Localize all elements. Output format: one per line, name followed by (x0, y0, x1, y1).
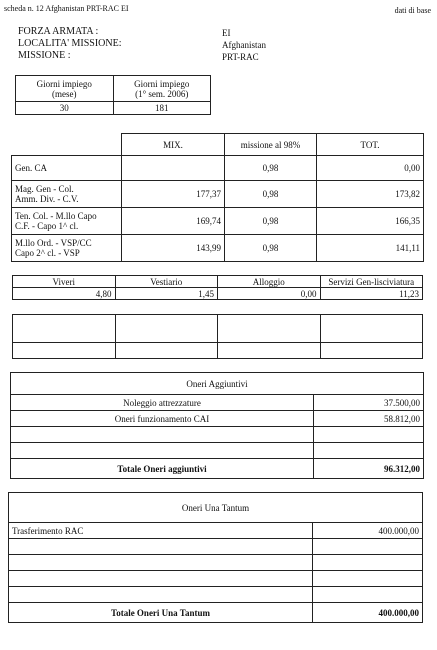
empty-cell (320, 343, 423, 359)
empty-grid (12, 314, 423, 359)
empty-cell (9, 555, 313, 571)
table-row (12, 208, 424, 235)
oneri-row-label: Oneri funzionamento CAI (11, 411, 314, 427)
empty-cell (11, 427, 314, 443)
empty-cell (9, 539, 313, 555)
oneri-total-label: Totale Oneri aggiuntivi (11, 459, 314, 479)
giorni-value-sem: 181 (113, 102, 211, 115)
servizi-value: 0,00 (218, 288, 321, 300)
tantum-title: Oneri Una Tantum (9, 493, 423, 523)
empty-cell (13, 343, 116, 359)
pay-row-tot: 141,11 (317, 235, 424, 262)
empty-cell (9, 571, 313, 587)
pay-row-tot: 173,82 (317, 181, 424, 208)
tantum-total-value: 400.000,00 (313, 603, 423, 623)
pay-row-label: Mag. Gen - Col. Amm. Div. - C.V. (12, 181, 122, 208)
empty-cell (313, 555, 423, 571)
oneri-title: Oneri Aggiuntivi (11, 373, 424, 395)
giorni-value-mese: 30 (16, 102, 114, 115)
sheet-header: scheda n. 12 Afghanistan PRT-RAC EI (4, 4, 129, 13)
table-row (9, 523, 423, 539)
empty-cell (313, 571, 423, 587)
pay-header-missione: missione al 98% (225, 134, 317, 156)
pay-row-pct: 0,98 (225, 208, 317, 235)
empty-cell (320, 315, 423, 343)
pay-header-mix: MIX. (122, 134, 225, 156)
giorni-table (15, 75, 211, 115)
oneri-row-value: 37.500,00 (314, 395, 424, 411)
servizi-table (12, 275, 423, 300)
value-missione: PRT-RAC (222, 52, 259, 62)
servizi-value: 1,45 (115, 288, 218, 300)
giorni-header-mese: Giorni impiego (mese) (16, 76, 114, 102)
empty-cell (313, 539, 423, 555)
pay-table (11, 133, 424, 262)
oneri-row-label: Noleggio attrezzature (11, 395, 314, 411)
info-values (222, 27, 266, 63)
pay-row-mix: 177,37 (122, 181, 225, 208)
pay-row-label: Ten. Col. - M.llo Capo C.F. - Capo 1^ cl. (12, 208, 122, 235)
tantum-table (8, 492, 423, 623)
pay-row-pct: 0,98 (225, 235, 317, 262)
tantum-row-value: 400.000,00 (313, 523, 423, 539)
empty-cell (13, 315, 116, 343)
value-forza-armata: EI (222, 28, 231, 38)
empty-cell (218, 343, 321, 359)
pay-row-tot: 0,00 (317, 156, 424, 181)
pay-row-label: Gen. CA (12, 156, 122, 181)
pay-row-mix: 143,99 (122, 235, 225, 262)
pay-row-pct: 0,98 (225, 181, 317, 208)
table-row (12, 235, 424, 262)
empty-cell (115, 315, 218, 343)
oneri-table (10, 372, 424, 479)
pay-row-pct: 0,98 (225, 156, 317, 181)
value-localita: Afghanistan (222, 40, 266, 50)
empty-cell (218, 315, 321, 343)
servizi-value: 4,80 (13, 288, 116, 300)
tantum-row-label: Trasferimento RAC (9, 523, 313, 539)
pay-row-mix (122, 156, 225, 181)
info-labels (18, 26, 122, 62)
empty-cell (11, 443, 314, 459)
label-localita: LOCALITA' MISSIONE: (18, 38, 122, 49)
oneri-total-value: 96.312,00 (314, 459, 424, 479)
tantum-total-label: Totale Oneri Una Tantum (9, 603, 313, 623)
table-row (11, 411, 424, 427)
oneri-row-value: 58.812,00 (314, 411, 424, 427)
pay-row-mix: 169,74 (122, 208, 225, 235)
sheet-header-right: dati di base (394, 6, 431, 15)
label-forza-armata: FORZA ARMATA : (18, 26, 99, 37)
servizi-header: Viveri (13, 276, 116, 288)
giorni-header-sem: Giorni impiego (1° sem. 2006) (113, 76, 211, 102)
servizi-header: Alloggio (218, 276, 321, 288)
servizi-header: Servizi Gen-lisciviatura (320, 276, 423, 288)
table-row (12, 156, 424, 181)
pay-row-label: M.llo Ord. - VSP/CC Capo 2^ cl. - VSP (12, 235, 122, 262)
empty-cell (9, 587, 313, 603)
servizi-value: 11,23 (320, 288, 423, 300)
pay-header-empty (12, 134, 122, 156)
empty-cell (313, 587, 423, 603)
table-row (11, 395, 424, 411)
empty-cell (314, 427, 424, 443)
pay-header-tot: TOT. (317, 134, 424, 156)
table-row (12, 181, 424, 208)
pay-row-tot: 166,35 (317, 208, 424, 235)
servizi-header: Vestiario (115, 276, 218, 288)
empty-cell (115, 343, 218, 359)
empty-cell (314, 443, 424, 459)
label-missione: MISSIONE : (18, 50, 71, 61)
